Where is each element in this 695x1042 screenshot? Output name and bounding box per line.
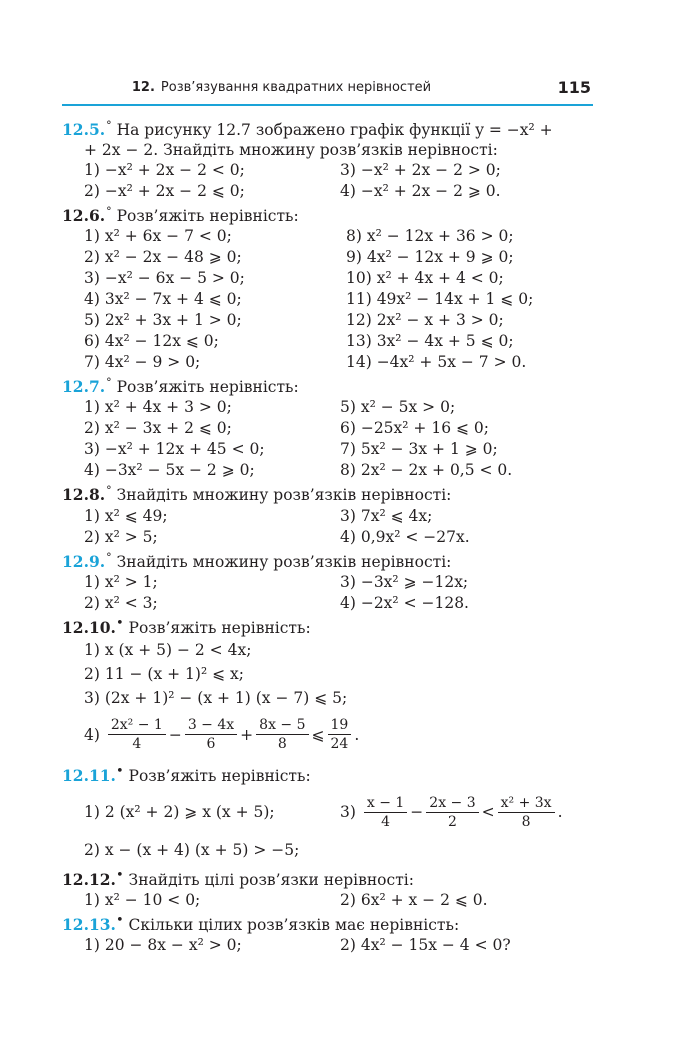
exercise-number: 12.7.: [62, 377, 106, 397]
exercise-item: 2) 6x² + x − 2 ⩽ 0.: [340, 891, 488, 910]
chapter-title: Розв’язування квадратних нерівностей: [160, 80, 432, 95]
relation: <: [481, 803, 495, 822]
relation: ⩽: [311, 725, 325, 744]
exercise-text: Розв’яжіть нерівність:: [116, 378, 299, 397]
exercise-item: 3) 7x² ⩽ 4x;: [340, 506, 433, 525]
exercise-12-12: [62, 866, 622, 911]
exercise-number: 12.12.: [62, 870, 116, 890]
exercise-12-9: [62, 548, 622, 614]
exercise-item: 6) 4x² − 12x ⩽ 0;: [84, 332, 219, 351]
exercise-text: На рисунку 12.7 зображено графік функції y = −x² +: [116, 121, 553, 140]
exercise-item: 6) −25x² + 16 ⩽ 0;: [340, 419, 489, 438]
fraction: [256, 716, 308, 753]
difficulty-mark: °: [106, 550, 112, 564]
exercise-text-cont: + 2x − 2. Знайдіть множину розв’язків нерівності:: [84, 141, 498, 160]
numerator: x − 1: [364, 794, 407, 813]
exercise-text: Знайдіть множину розв’язків нерівності:: [116, 552, 452, 571]
exercise-text: Знайдіть множину розв’язків нерівності:: [116, 486, 452, 505]
exercise-item: 13) 3x² − 4x + 5 ⩽ 0;: [346, 332, 514, 351]
difficulty-mark: °: [106, 484, 112, 498]
exercise-item: 1) x (x + 5) − 2 < 4x;: [84, 640, 252, 659]
chapter-heading: [62, 80, 501, 95]
difficulty-mark: •: [115, 615, 124, 631]
denominator: 2: [448, 813, 457, 830]
exercise-item: 3) −x² + 12x + 45 < 0;: [84, 440, 265, 459]
exercise-item: 2) x² − 2x − 48 ⩾ 0;: [84, 248, 242, 267]
exercise-number: 12.5.: [62, 120, 106, 140]
exercise-item: 8) 2x² − 2x + 0,5 < 0.: [340, 461, 513, 480]
difficulty-mark: •: [115, 763, 124, 779]
header-rule: [62, 104, 593, 106]
difficulty-mark: •: [115, 913, 124, 929]
chapter-number: 12.: [131, 80, 155, 95]
fraction: [498, 794, 555, 831]
item-label: 3): [340, 803, 356, 822]
exercise-item: 12) 2x² − x + 3 > 0;: [346, 311, 504, 330]
denominator: 8: [521, 813, 531, 830]
exercise-12-13: [62, 911, 622, 956]
exercise-number: 12.9.: [62, 551, 106, 571]
exercise-item-fraction: [62, 710, 622, 760]
exercise-item: 10) x² + 4x + 4 < 0;: [346, 269, 504, 288]
denominator: 4: [132, 736, 142, 753]
fraction: [328, 716, 352, 753]
exercise-item: 1) x² + 6x − 7 < 0;: [84, 227, 232, 246]
exercise-item: 2) x² − 3x + 2 ⩽ 0;: [84, 419, 232, 438]
operator: −: [410, 803, 424, 822]
exercise-item: 1) x² > 1;: [84, 572, 158, 591]
exercise-item: 2) −x² + 2x − 2 ⩽ 0;: [84, 182, 245, 201]
exercise-12-10: [62, 614, 622, 760]
difficulty-mark: °: [106, 376, 112, 390]
exercise-text: Розв’яжіть нерівність:: [128, 618, 311, 637]
exercise-item: 4) −2x² < −128.: [340, 593, 469, 612]
exercise-12-6: [62, 202, 622, 373]
exercise-item: 5) 2x² + 3x + 1 > 0;: [84, 311, 242, 330]
denominator: 8: [277, 736, 287, 753]
numerator: x² + 3x: [498, 794, 555, 813]
exercise-item: 2) x² > 5;: [84, 527, 158, 546]
exercise-item: 3) −x² + 2x − 2 > 0;: [340, 161, 501, 180]
exercise-item: 11) 49x² − 14x + 1 ⩽ 0;: [346, 290, 534, 309]
exercise-text: Розв’яжіть нерівність:: [128, 767, 311, 786]
numerator: 2x² − 1: [108, 716, 166, 735]
exercise-item: 7) 5x² − 3x + 1 ⩾ 0;: [340, 440, 498, 459]
exercise-item: 1) x² ⩽ 49;: [84, 506, 168, 525]
exercise-number: 12.10.: [62, 617, 116, 637]
exercise-item: 4) 3x² − 7x + 4 ⩽ 0;: [84, 290, 242, 309]
exercise-number: 12.13.: [62, 915, 116, 935]
exercise-text: Скільки цілих розв’язків має нерівність:: [128, 916, 460, 935]
exercise-item: 3) −3x² ⩾ −12x;: [340, 572, 469, 591]
exercise-item: 4) −x² + 2x − 2 ⩾ 0.: [340, 182, 501, 201]
exercise-item: 8) x² − 12x + 36 > 0;: [346, 227, 514, 246]
denominator: 4: [381, 813, 391, 830]
exercise-item: 1) 20 − 8x − x² > 0;: [84, 936, 242, 955]
exercise-item: 7) 4x² − 9 > 0;: [84, 353, 201, 372]
exercise-item: 4) −3x² − 5x − 2 ⩾ 0;: [84, 461, 255, 480]
numerator: 2x − 3: [426, 794, 478, 813]
exercise-number: 12.11.: [62, 766, 116, 786]
difficulty-mark: °: [106, 205, 112, 219]
exercise-12-5: [62, 116, 622, 202]
exercise-12-11: [62, 762, 622, 862]
exercise-12-8: [62, 481, 622, 547]
denominator: 24: [330, 736, 349, 753]
exercise-number: 12.6.: [62, 206, 106, 226]
exercise-item: 4) 0,9x² < −27x.: [340, 527, 470, 546]
exercise-number: 12.8.: [62, 485, 106, 505]
difficulty-mark: •: [115, 868, 124, 884]
exercise-item: 3) (2x + 1)² − (x + 1) (x − 7) ⩽ 5;: [84, 688, 348, 707]
operator: −: [168, 725, 182, 744]
denominator: 6: [206, 736, 216, 753]
exercise-list: [62, 116, 622, 956]
exercise-item-fraction: [340, 794, 563, 831]
exercise-item: 14) −4x² + 5x − 7 > 0.: [346, 353, 527, 372]
fraction: [364, 794, 407, 831]
end-mark: .: [557, 803, 563, 822]
exercise-item: 2) x² < 3;: [84, 593, 158, 612]
exercise-item: 3) −x² − 6x − 5 > 0;: [84, 269, 245, 288]
difficulty-mark: °: [106, 119, 112, 132]
numerator: 8x − 5: [256, 716, 308, 735]
exercise-item: 1) 2 (x² + 2) ⩾ x (x + 5);: [84, 803, 275, 822]
exercise-item: 2) 4x² − 15x − 4 < 0?: [340, 936, 511, 955]
exercise-item: 2) x − (x + 4) (x + 5) > −5;: [84, 841, 300, 860]
exercise-row: [62, 786, 622, 838]
exercise-item: 5) x² − 5x > 0;: [340, 398, 456, 417]
exercise-item: 2) 11 − (x + 1)² ⩽ x;: [84, 664, 244, 683]
exercise-12-7: [62, 373, 622, 481]
exercise-item: 1) x² − 10 < 0;: [84, 891, 201, 910]
numerator: 3 − 4x: [185, 716, 237, 735]
exercise-text: Розв’яжіть нерівність:: [116, 207, 299, 226]
numerator: 19: [328, 716, 352, 735]
fraction: [185, 716, 237, 753]
exercise-item: 1) x² + 4x + 3 > 0;: [84, 398, 232, 417]
fraction: [108, 716, 166, 753]
page-number: 115: [557, 78, 591, 97]
end-mark: .: [354, 725, 360, 744]
item-label: 4): [84, 725, 100, 744]
page-header: [62, 78, 593, 106]
exercise-text: Знайдіть цілі розв’язки нерівності:: [128, 871, 414, 890]
fraction: [426, 794, 478, 831]
operator: +: [240, 725, 254, 744]
exercise-item: 9) 4x² − 12x + 9 ⩾ 0;: [346, 248, 514, 267]
exercise-item: 1) −x² + 2x − 2 < 0;: [84, 161, 245, 180]
